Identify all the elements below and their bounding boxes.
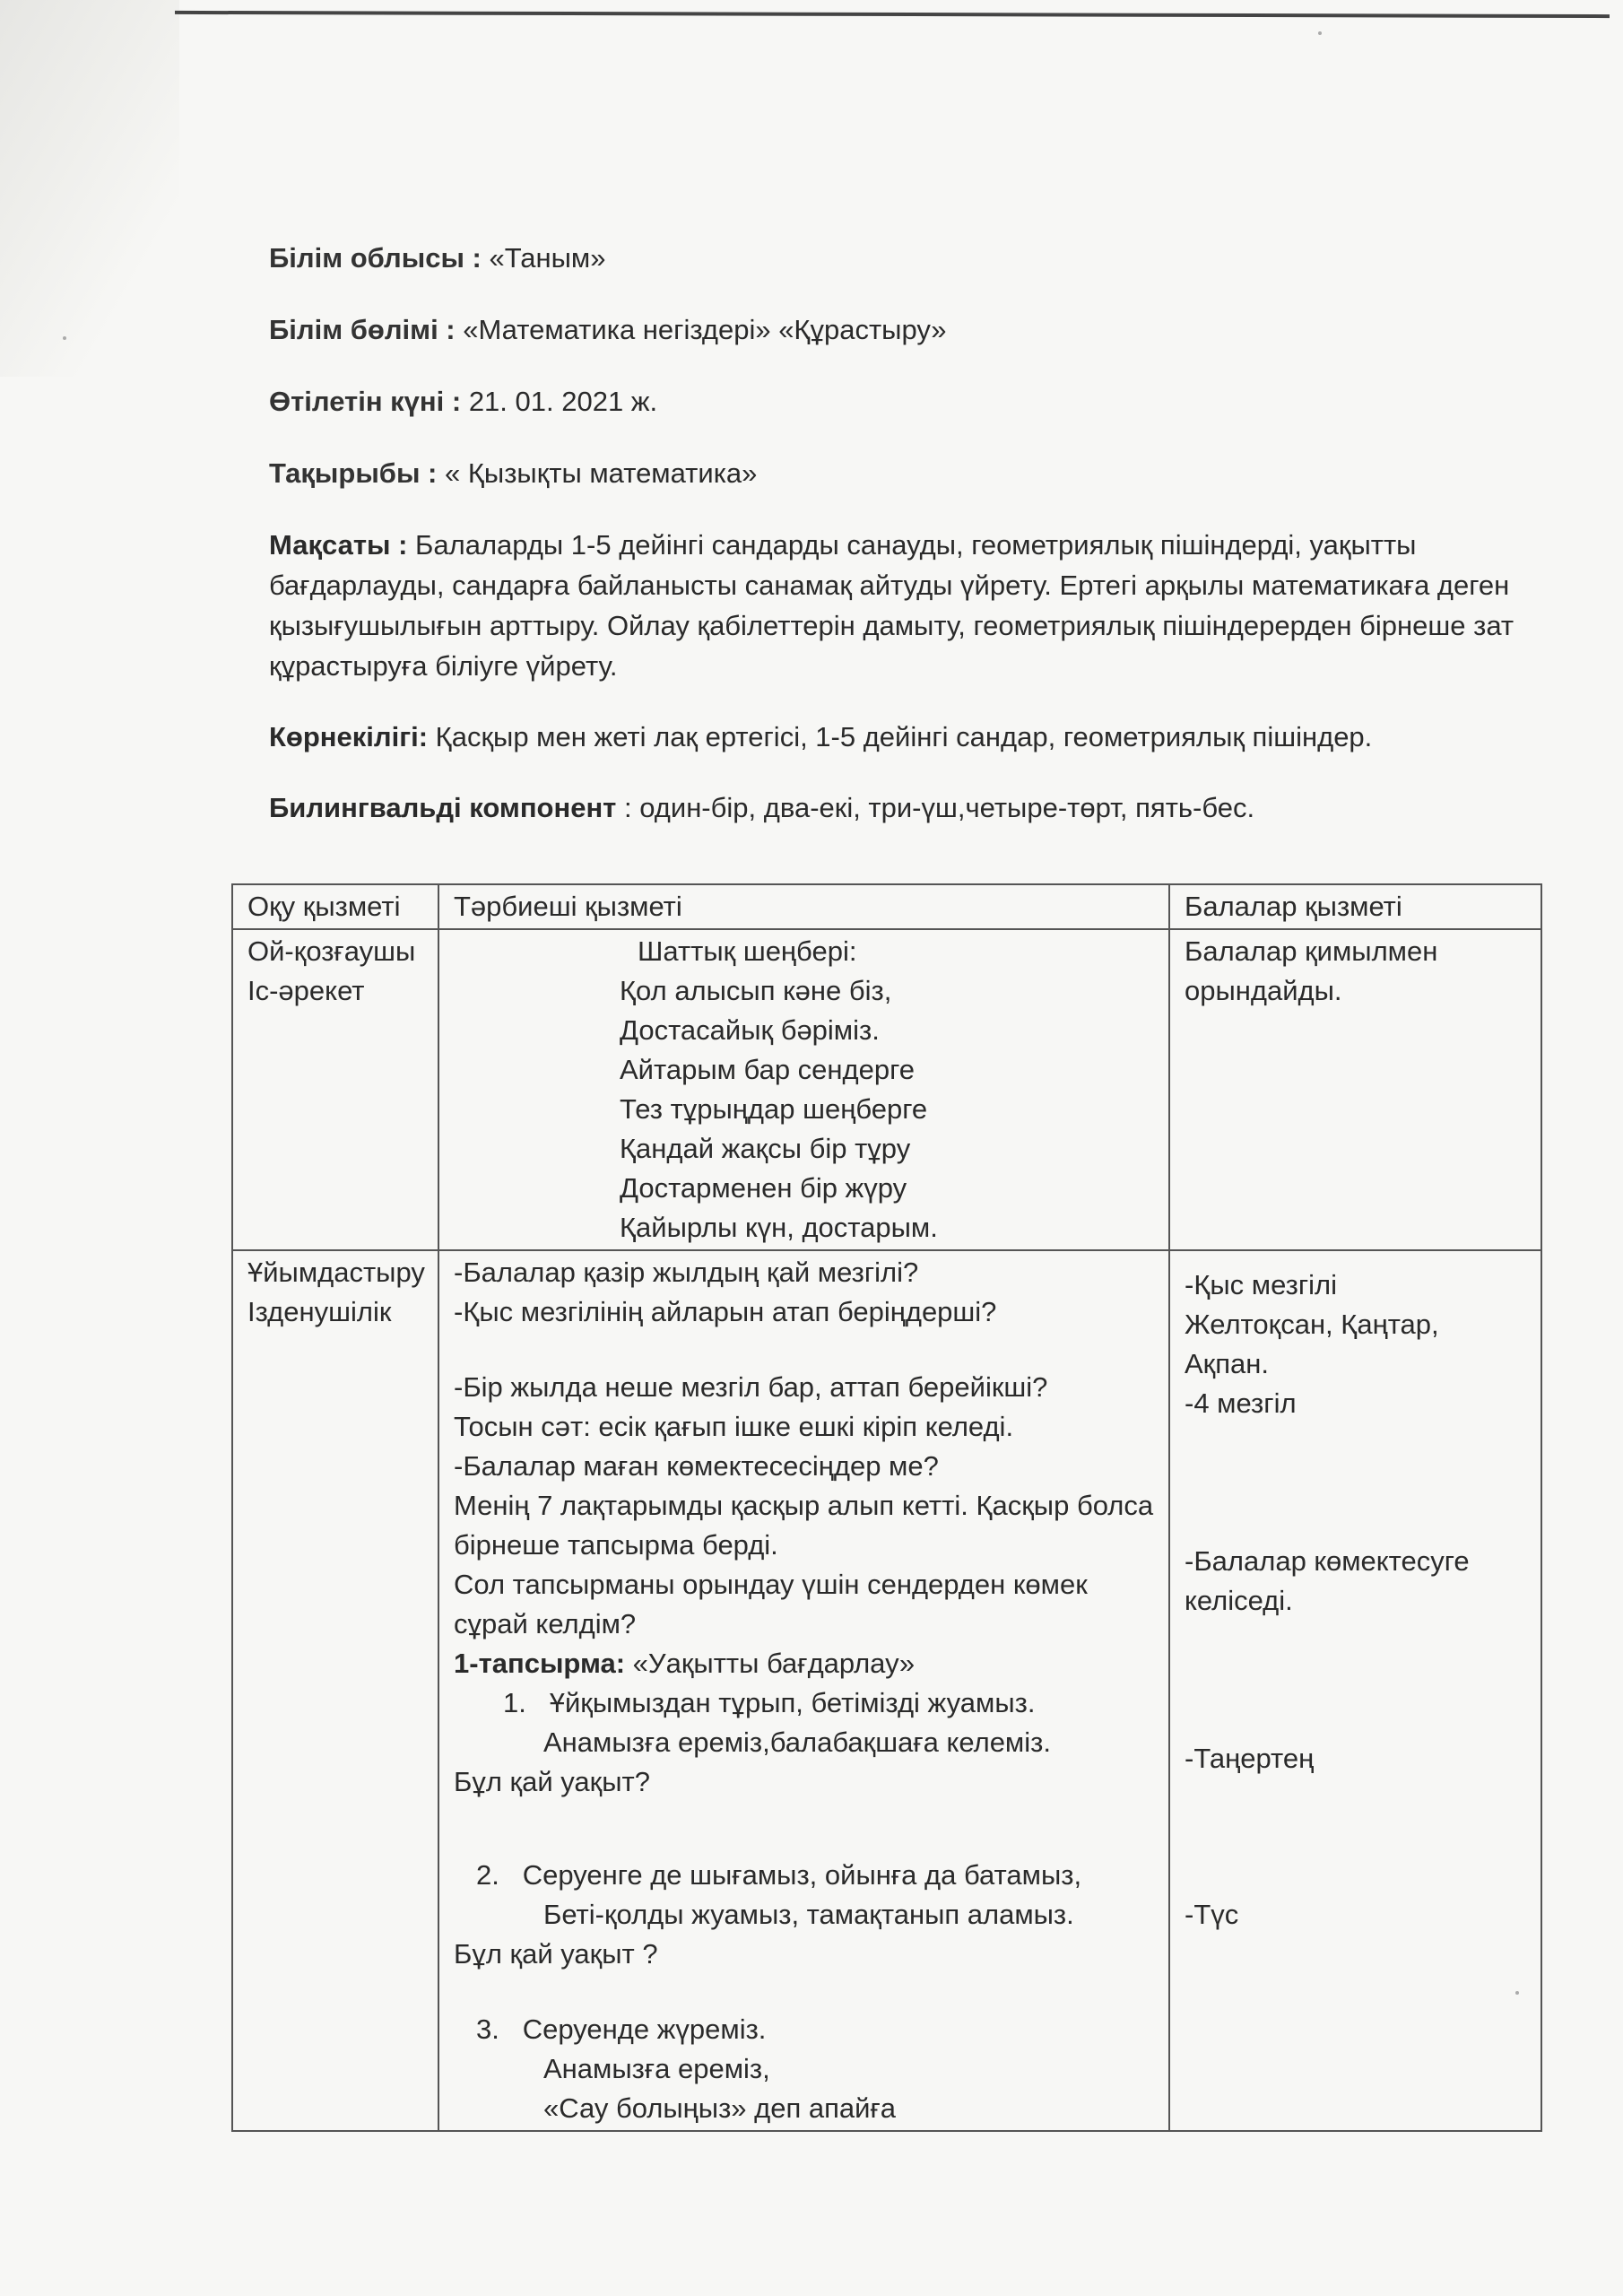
topic-line — [269, 453, 1560, 494]
header-children: Балалар қызметі — [1169, 884, 1541, 929]
scan-shadow — [0, 0, 179, 377]
scan-edge-line — [175, 11, 1610, 18]
task-title: «Уақытты бағдарлау» — [632, 1648, 916, 1679]
task-label: 1-тапсырма: — [454, 1648, 626, 1679]
task-heading — [454, 1644, 1154, 1683]
poem-line: Қол алысып кәне біз, — [620, 975, 892, 1006]
children-cell — [1169, 1250, 1541, 2131]
poem-title: Шаттық шеңбері: — [638, 935, 857, 967]
riddle-question: Бұл қай уақыт? — [454, 1766, 650, 1797]
education-area-label: Білім облысы : — [269, 242, 482, 274]
riddle-line: Анамызға ереміз, — [543, 2053, 770, 2084]
teacher-question: -Бір жылда неше мезгіл бар, аттап берейікші? — [454, 1371, 1048, 1403]
date-value: 21. 01. 2021 ж. — [468, 386, 658, 417]
table-row — [232, 1250, 1541, 2131]
education-area-line — [269, 238, 1560, 279]
teacher-question: -Балалар маған көмектесесіңдер ме? — [454, 1450, 939, 1482]
teacher-text: Тосын сәт: есік қағып ішке ешкі кіріп келеді. — [454, 1411, 1014, 1442]
children-answer: -Таңертең — [1185, 1743, 1315, 1774]
stage-cell — [232, 1250, 438, 2131]
bilingual-line — [269, 787, 1560, 828]
riddle-item — [454, 1856, 1154, 1895]
topic-label: Тақырыбы : — [269, 457, 438, 489]
education-section-line — [269, 309, 1560, 351]
header-stage: Оқу қызметі — [232, 884, 438, 929]
greeting-poem — [454, 932, 1154, 1248]
visuals-label: Көрнекілігі: — [269, 721, 429, 752]
poem-line: Қандай жақсы бір тұру — [620, 1133, 911, 1164]
lesson-header — [269, 238, 1560, 858]
riddle-line: Анамызға ереміз,балабақшаға келеміз. — [543, 1726, 1051, 1758]
stage-name: Ой-қозғаушы — [247, 935, 416, 967]
riddle-line: Беті-қолды жуамыз, тамақтанып аламыз. — [543, 1899, 1074, 1930]
bilingual-value: : один-бір, два-екі, три-үш,четыре-төрт, пять-бес. — [624, 792, 1255, 823]
riddle-line: «Сау болыңыз» деп апайға — [543, 2092, 896, 2124]
riddle-line: Ұйқымыздан тұрып, бетімізді жуамыз. — [549, 1687, 1036, 1718]
teacher-text: Сол тапсырманы орындау үшін сендерден көмек сұрай келдім? — [454, 1569, 1088, 1639]
riddle-question: Бұл қай уақыт ? — [454, 1938, 658, 1970]
scan-speck — [63, 336, 66, 340]
stage-name: Ұйымдастыру — [247, 1257, 425, 1288]
teacher-cell — [438, 1250, 1169, 2131]
visuals-line — [269, 717, 1560, 757]
poem-line: Айтарым бар сендерге — [620, 1054, 915, 1085]
poem-line: Достасайық бәріміз. — [620, 1014, 880, 1046]
riddle-number: 2. — [476, 1859, 499, 1891]
riddle-number: 3. — [476, 2013, 499, 2045]
education-section-label: Білім бөлімі : — [269, 314, 456, 345]
header-teacher: Тәрбиеші қызметі — [438, 884, 1169, 929]
stage-name: Іс-әрекет — [247, 975, 365, 1006]
scan-speck — [1318, 31, 1322, 35]
children-answer: Желтоқсан, Қаңтар, Ақпан. — [1185, 1309, 1439, 1379]
children-answer: -Қыс мезгілі — [1185, 1269, 1338, 1300]
children-answer: -Балалар көмектесуге келіседі. — [1185, 1545, 1470, 1616]
date-label: Өтілетін күні : — [269, 386, 462, 417]
riddle-line: Серуенге де шығамыз, ойынға да батамыз, — [522, 1859, 1082, 1891]
goal-paragraph — [269, 525, 1560, 686]
children-cell — [1169, 929, 1541, 1250]
goal-value: Балаларды 1-5 дейінгі сандарды санауды, геометриялық пішіндерді, уақытты бағдарлауды, сандарға байланысты санамақ айтуды үйрету. Ертегі арқылы математикаға деген қызығушылығын арттыру. Ойлау қабілеттерін дамыту, геометриялық пішіндерерден бірнеше зат құрастыруға біліуге үйрету. — [269, 529, 1515, 682]
goal-label: Мақсаты : — [269, 529, 408, 561]
stage-cell — [232, 929, 438, 1250]
riddle-item — [454, 1683, 1154, 1723]
topic-value: « Қызықты математика» — [445, 457, 758, 489]
riddle-number: 1. — [503, 1687, 526, 1718]
teacher-text: Менің 7 лақтарымды қасқыр алып кетті. Қасқыр болса бірнеше тапсырма берді. — [454, 1490, 1154, 1561]
poem-line: Тез тұрыңдар шеңберге — [620, 1093, 928, 1125]
riddle-line: Серуенде жүреміз. — [522, 2013, 767, 2045]
education-section-value: «Математика негіздері» «Құрастыру» — [463, 314, 947, 345]
teacher-cell — [438, 929, 1169, 1250]
children-answer: -Түс — [1185, 1899, 1239, 1930]
riddle-item — [454, 2010, 1154, 2049]
teacher-question: -Балалар қазір жылдың қай мезгілі? — [454, 1257, 919, 1288]
stage-name: Ізденушілік — [247, 1296, 392, 1327]
children-answer: -4 мезгіл — [1185, 1387, 1297, 1419]
bilingual-label: Билингвальді компонент — [269, 792, 617, 823]
table-row — [232, 929, 1541, 1250]
visuals-value: Қасқыр мен жеті лақ ертегісі, 1-5 дейінгі сандар, геометриялық пішіндер. — [435, 721, 1373, 752]
teacher-question: -Қыс мезгілінің айларын атап беріңдерші? — [454, 1296, 997, 1327]
lesson-plan-table — [231, 883, 1542, 2132]
poem-line: Қайырлы күн, достарым. — [620, 1212, 938, 1243]
education-area-value: «Таным» — [489, 242, 606, 274]
table-header-row — [232, 884, 1541, 929]
children-response: Балалар қимылмен орындайды. — [1185, 935, 1438, 1006]
date-line — [269, 381, 1560, 422]
poem-line: Достарменен бір жүру — [620, 1172, 907, 1204]
